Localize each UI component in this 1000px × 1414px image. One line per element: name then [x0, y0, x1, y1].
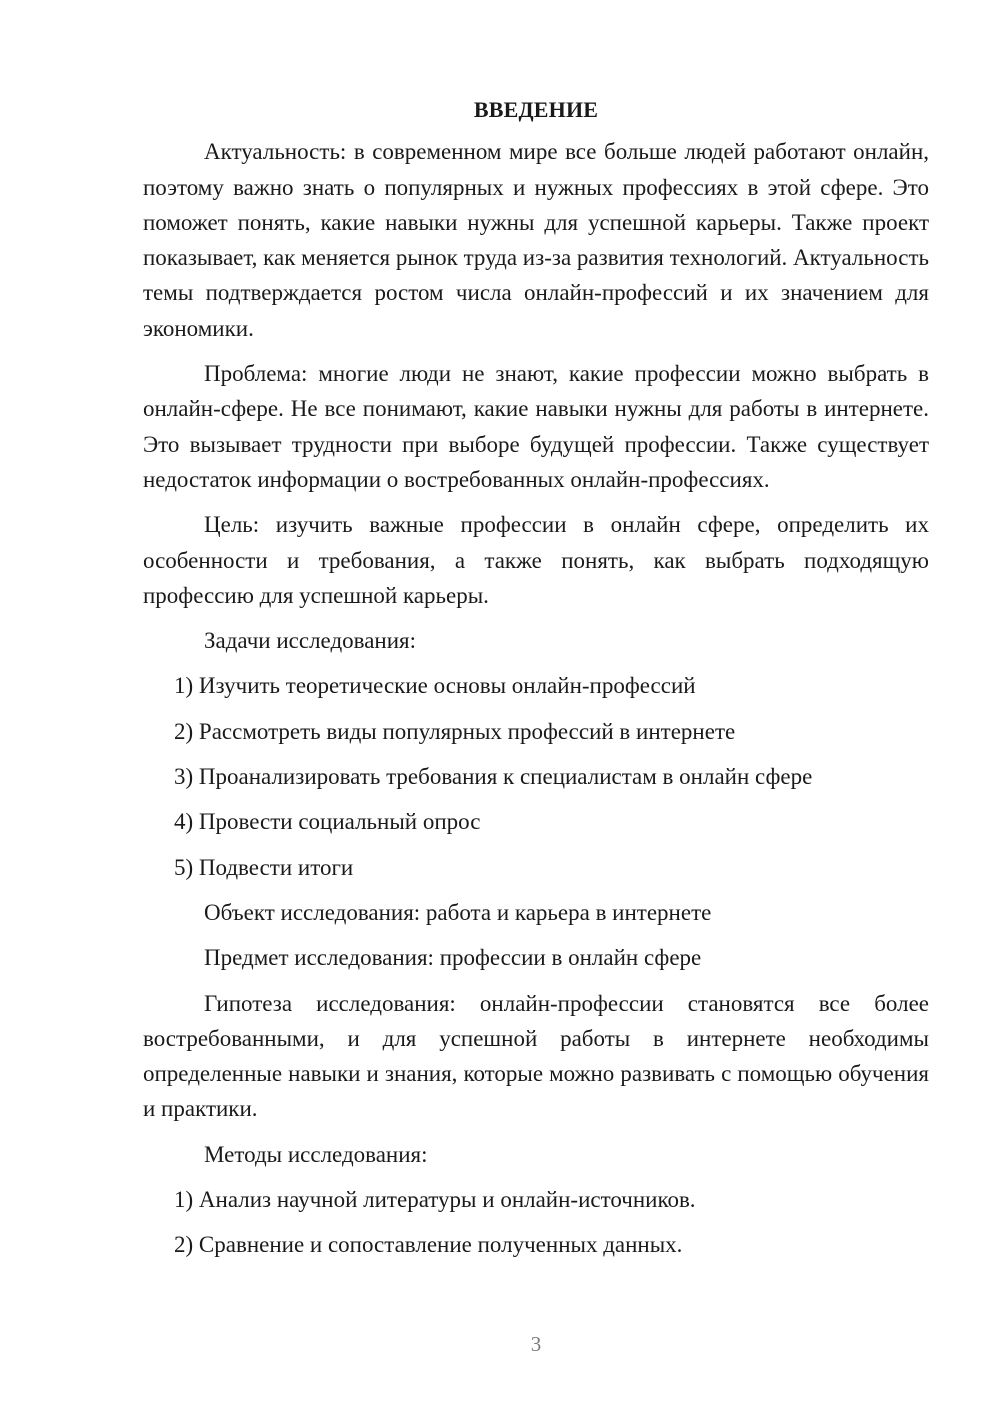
- research-subject: Предмет исследования: профессии в онлайн сфере: [204, 945, 702, 971]
- task-item: 5) Подвести итоги: [174, 854, 354, 880]
- page-number: 3: [530, 1332, 542, 1356]
- research-object: Объект исследования: работа и карьера в интернете: [204, 899, 712, 925]
- methods-title: Методы исследования:: [204, 1141, 428, 1167]
- method-item: 2) Сравнение и сопоставление полученных данных.: [174, 1232, 683, 1258]
- relevance-paragraph: Актуальность: в современном мире все больше людей работают онлайн, поэтому важно знать о популярных и нужных профессиях в этой сфере. Это поможет понять, какие навыки нужны для успешной карьеры. Также проект показывает, как меняется рынок труда из-за развития технологий. Актуальность темы подтверждается ростом числа онлайн-профессий и их значением для экономики.: [143, 139, 929, 341]
- task-item: 3) Проанализировать требования к специалистам в онлайн сфере: [174, 764, 813, 790]
- task-item: 4) Провести социальный опрос: [174, 809, 481, 835]
- method-item: 1) Анализ научной литературы и онлайн-источников.: [174, 1187, 696, 1213]
- goal-paragraph: Цель: изучить важные профессии в онлайн сфере, определить их особенности и требования, а также понять, как выбрать подходящую профессию для успешной карьеры.: [143, 512, 929, 608]
- section-heading: ВВЕДЕНИЕ: [473, 97, 599, 122]
- hypothesis-paragraph: Гипотеза исследования: онлайн-профессии становятся все более востребованными, и для успешной работы в интернете необходимы определенные навыки и знания, которые можно развивать с помощью обучения и практики.: [143, 990, 929, 1122]
- page-content: [143, 92, 929, 1273]
- tasks-title: Задачи исследования:: [204, 628, 417, 654]
- task-item: 2) Рассмотреть виды популярных профессий в интернете: [174, 718, 736, 744]
- problem-paragraph: Проблема: многие люди не знают, какие профессии можно выбрать в онлайн-сфере. Не все понимают, какие навыки нужны для работы в интернете. Это вызывает трудности при выборе будущей профессии. Также существует недостаток информации о востребованных онлайн-профессиях.: [143, 361, 929, 492]
- task-item: 1) Изучить теоретические основы онлайн-профессий: [174, 673, 696, 699]
